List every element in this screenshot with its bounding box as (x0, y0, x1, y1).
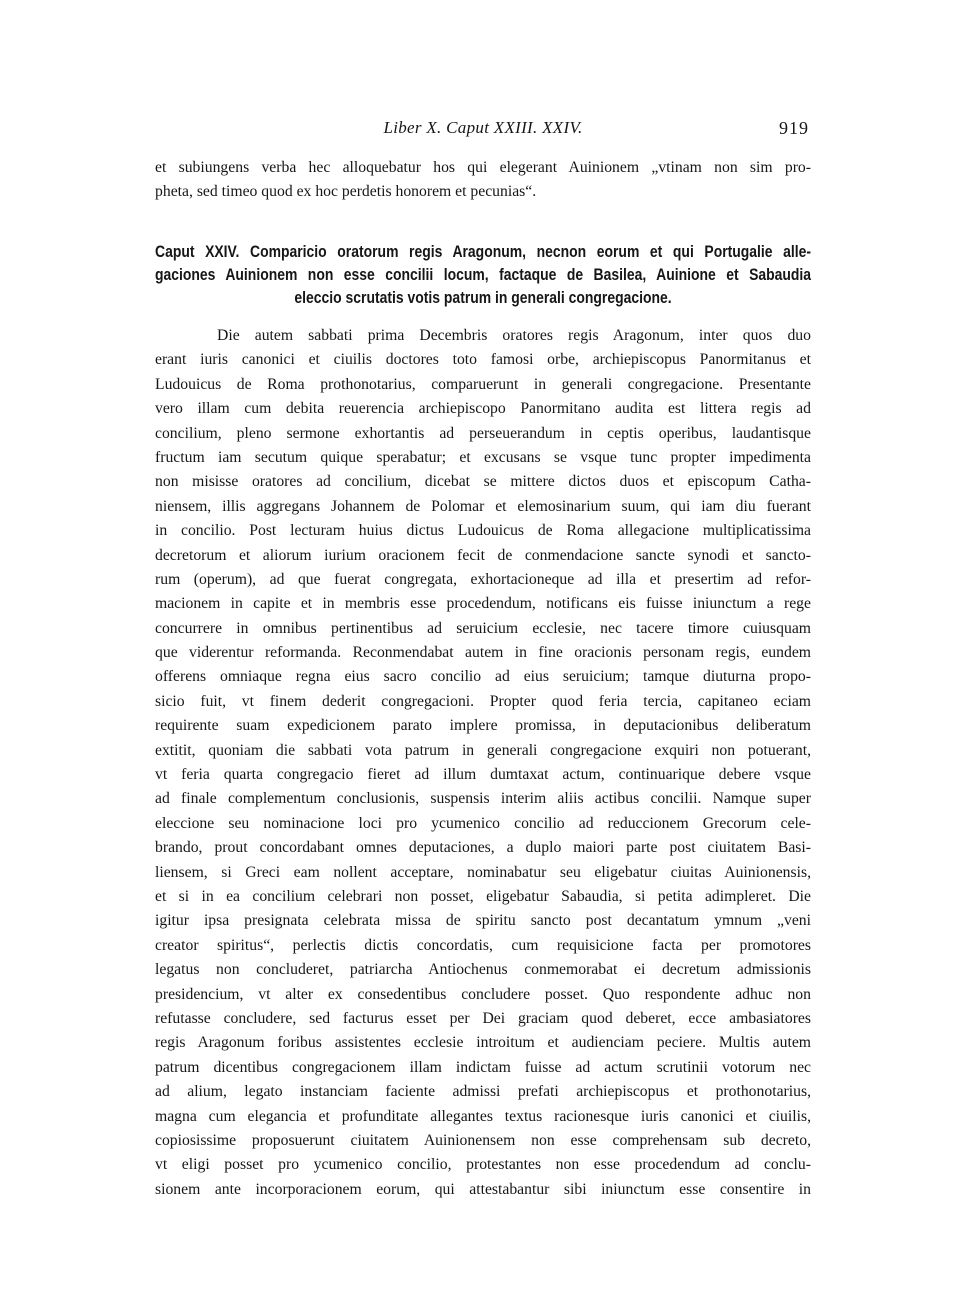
text-line: ad finale complementum conclusionis, suspensis interim aliis actibus concilii. Namque super (155, 790, 811, 808)
text-line: macionem in capite et in membris esse procedendum, notificans eis fuisse iniunctum a rege (155, 595, 811, 613)
text-line: et subiungens verba hec alloquebatur hos qui elegerant Auinionem „vtinam non sim pro- (155, 159, 811, 176)
text-line: liensem, si Greci eam nollent acceptare, nominabatur seu eligebatur ciuitas Auinionensis, (155, 863, 811, 881)
text-line: ad alium, legato instanciam faciente admissi prefati archiepiscopus et prothonotarius, (155, 1083, 811, 1101)
text-line: legatus non concluderet, patriarcha Antiochenus conmemorabat ei decretum admissionis (155, 961, 811, 979)
text-line: magna cum elegancia et profunditate allegantes textus racionesque iuris canonici et ciuilis, (155, 1107, 811, 1125)
running-head (155, 118, 811, 144)
text-line: concilium, pleno sermone exhortantis ad perseuerandum in ceptis operibus, laudantisque (155, 424, 811, 442)
text-line: pheta, sed timeo quod ex hoc perdetis honorem et pecunias“. (155, 183, 537, 201)
text-line: copiosissime proposuerunt ciuitatem Auinionensem non esse comprehensam sub decreto, (155, 1131, 811, 1149)
page-number: 919 (779, 118, 809, 138)
text-line: et si in ea concilium celebrari non posset, eligebatur Sabaudia, si petita adimpleret. Die (155, 887, 811, 905)
text-line: eleccione seu nominacione loci pro ycumenico concilio ad reduccionem Grecorum cele- (155, 814, 811, 832)
heading-line: gaciones Auinionem non esse concilii locum, factaque de Basilea, Auinione et Sabaudia (155, 265, 812, 284)
lead-paragraph (155, 156, 811, 205)
chapter-heading (155, 240, 811, 309)
heading-line: Caput XXIV. Comparicio oratorum regis Aragonum, necnon eorum et qui Portugalie alle- (155, 242, 812, 261)
text-line: refutasse concludere, sed facturus esset per Dei graciam quod deberet, ecce ambasiatores (155, 1009, 811, 1027)
text-line: creator spiritus“, perlectis dictis concordatis, cum requisicione facta per promotores (155, 936, 811, 954)
text-line: igitur ipsa presignata celebrata missa de spiritu sancto post decantatum ymnum „veni (155, 912, 811, 930)
heading-line: eleccio scrutatis votis patrum in generali congregacione. (294, 288, 672, 307)
text-line: niensem, illis aggregans Johannem de Polomar et elemosinarium suum, qui iam diu fuerant (155, 497, 811, 515)
text-line: offerens omniaque regna eius sacro concilio ad eius seruicium; tamque diuturna propo- (155, 668, 811, 686)
text-line: in concilio. Post lecturam huius dictus Ludouicus de Roma allegacione multiplicatissima (155, 522, 811, 540)
text-line: presidencium, vt alter ex consedentibus concludere posset. Quo respondente adhuc non (155, 985, 811, 1003)
text-line: vero illam cum debita reuerencia archiepiscopo Panormitano audita est littera regis ad (155, 400, 811, 418)
text-line: Die autem sabbati prima Decembris oratores regis Aragonum, inter quos duo (217, 327, 811, 344)
text-line: vt eligi posset pro ycumenico concilio, protestantes non esse procedendum ad conclu- (155, 1156, 811, 1174)
text-line: que viderentur reformanda. Reconmendabat autem in fine oracionis personam regis, eundem (155, 644, 811, 662)
text-line: requirente suam expedicionem parato implere promissa, in deputacionibus deliberatum (155, 717, 811, 735)
text-line: patrum dicentibus congregacionem illam indictam fuisse ad actum scrutinii votorum nec (155, 1058, 811, 1076)
text-line: erant iuris canonici et ciuilis doctores toto famosi orbe, archiepiscopus Panormitanus et (155, 351, 811, 369)
text-line: extitit, quoniam die sabbati vota patrum in generali congregacione exquiri non potuerant, (155, 741, 811, 759)
text-line: decretorum et aliorum iurium oracionem fecit de conmendacione sancte synodi et sancto- (155, 546, 811, 564)
text-line: Ludouicus de Roma prothonotarius, comparuerunt in generali congregacione. Presentante (155, 375, 811, 393)
text-line: fructum iam secutum quique sperabatur; et excusans se vsque tunc propter impedimenta (155, 448, 811, 466)
text-line: brando, prout concordabant omnes deputaciones, a duplo maiori parte post ciuitatem Basi- (155, 839, 811, 857)
text-line: regis Aragonum foribus assistentes ecclesie introitum et audienciam peciere. Multis autem (155, 1034, 811, 1052)
running-title: Liber X. Caput XXIII. XXIV. (383, 118, 583, 137)
text-line: sicio fuit, vt finem dederit congregacioni. Propter quod feria tercia, capitaneo eciam (155, 692, 811, 710)
text-line: non misisse oratores ad concilium, dicebat se mittere dictos duos et episcopum Catha- (155, 473, 811, 491)
text-line: concurrere in omnibus pertinentibus ad seruicium ecclesie, nec tacere timore cuiusquam (155, 619, 811, 637)
text-line: sionem ante incorporacionem eorum, qui attestabantur sibi iniunctum esse consentire in (155, 1180, 811, 1198)
text-line: vt feria quarta congregacio fieret ad illum dumtaxat actum, continuarique debere vsque (155, 766, 811, 784)
chapter-body (155, 324, 811, 1202)
text-line: rum (operum), ad que fuerat congregata, exhortacioneque ad illa et presertim ad refor- (155, 570, 811, 588)
